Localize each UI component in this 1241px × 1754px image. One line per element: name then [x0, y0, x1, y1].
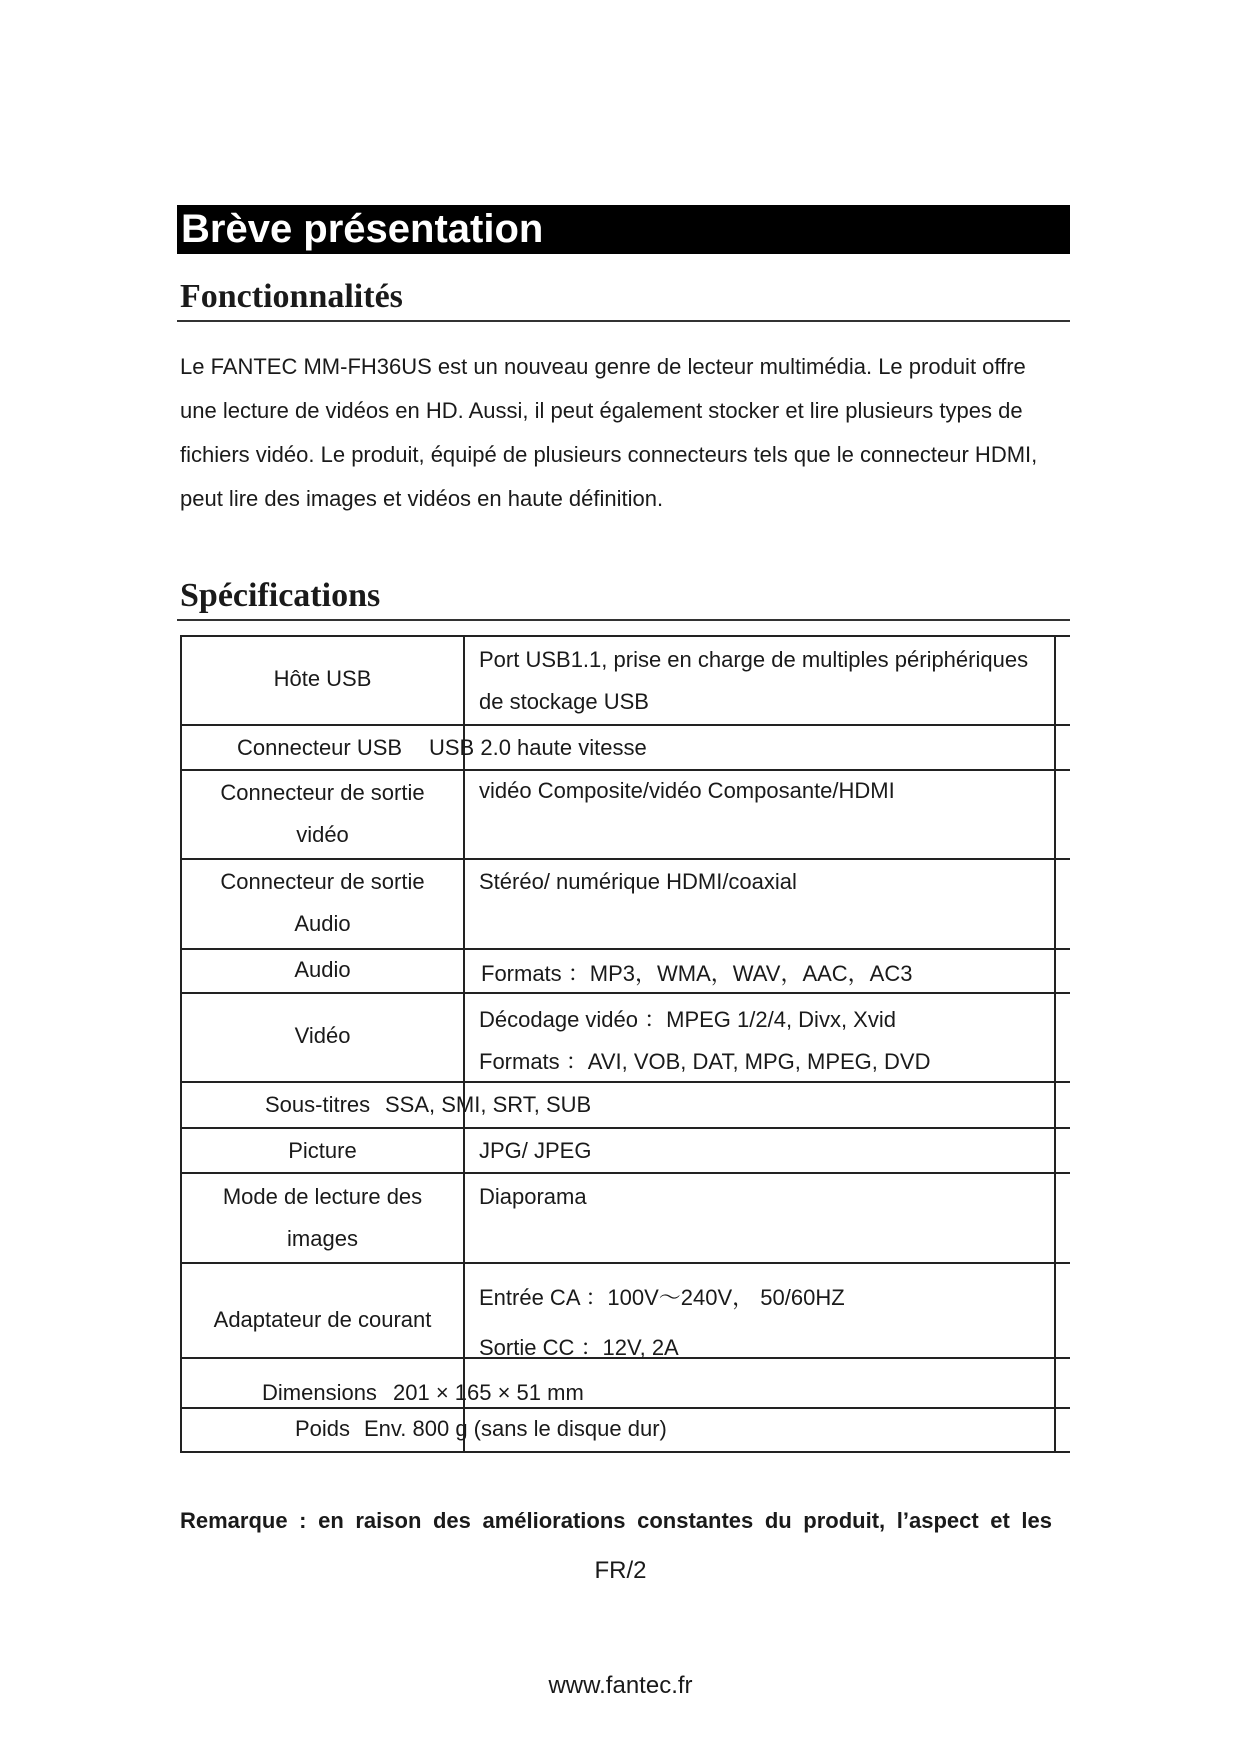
features-paragraph [180, 345, 1085, 521]
spec-value: Sortie CC ：12V, 2A [479, 1335, 679, 1360]
table-border [182, 1127, 1070, 1129]
spec-label: Dimensions [262, 1380, 377, 1405]
spec-value: Entrée CA ：100V～240V， 50/60HZ [479, 1285, 845, 1310]
spec-label: Connecteur de sortie [220, 780, 425, 805]
table-border [182, 1172, 1070, 1174]
paragraph-line: Le FANTEC MM-FH36US est un nouveau genre de lecteur multimédia. Le produit offre [180, 354, 1026, 379]
spec-value: Stéréo/ numérique HDMI/coaxial [479, 869, 797, 894]
spec-value: Env. 800 g (sans le disque dur) [364, 1416, 667, 1441]
spec-label: vidéo [296, 822, 349, 847]
spec-value: JPG/ JPEG [479, 1138, 592, 1163]
paragraph-line: peut lire des images et vidéos en haute définition. [180, 486, 664, 511]
spec-label: Adaptateur de courant [213, 1307, 432, 1332]
features-heading: Fonctionnalités [180, 278, 403, 315]
paragraph-line: une lecture de vidéos en HD. Aussi, il peut également stocker et lire plusieurs types de [180, 398, 1023, 423]
spec-label: Audio [294, 911, 351, 936]
table-border [182, 1262, 1070, 1264]
spec-label: Audio [294, 957, 351, 982]
specs-divider [177, 619, 1070, 621]
spec-label: Vidéo [294, 1023, 351, 1048]
table-border [182, 724, 1070, 726]
spec-value: Port USB1.1, prise en charge de multiples périphériques [479, 647, 1029, 672]
paragraph-line: fichiers vidéo. Le produit, équipé de plusieurs connecteurs tels que le connecteur HDMI, [180, 442, 1038, 467]
features-divider [177, 320, 1070, 322]
table-border [182, 635, 1070, 637]
spec-value: Décodage vidéo ：MPEG 1/2/4, Divx, Xvid [479, 1007, 896, 1032]
spec-label: Poids [295, 1416, 351, 1441]
spec-label: Sous-titres [265, 1092, 371, 1117]
table-border [182, 948, 1070, 950]
table-border [182, 1451, 1070, 1453]
spec-value: USB 2.0 haute vitesse [429, 735, 647, 760]
remark-text: Remarque : en raison des améliorations constantes du produit, l’aspect et les [180, 1508, 1052, 1533]
spec-label: Hôte USB [273, 666, 372, 691]
spec-value: Diaporama [479, 1184, 587, 1209]
table-border [182, 1407, 1070, 1409]
table-border [182, 858, 1070, 860]
spec-label: Picture [288, 1138, 357, 1163]
table-border [182, 769, 1070, 771]
spec-value: 201 × 165 × 51 mm [393, 1380, 584, 1405]
spec-label: Connecteur USB [237, 735, 403, 760]
footer-url: www.fantec.fr [548, 1672, 693, 1699]
section-banner: Brève présentation [177, 205, 1070, 254]
page-number: FR/2 [594, 1557, 647, 1584]
table-border [182, 1081, 1070, 1083]
spec-label: Mode de lecture des [222, 1184, 423, 1209]
specs-heading: Spécifications [180, 577, 381, 614]
spec-value: Formats ：AVI, VOB, DAT, MPG, MPEG, DVD [479, 1049, 931, 1074]
spec-label: Connecteur de sortie [220, 869, 425, 894]
table-border [1054, 635, 1056, 1453]
spec-label: images [287, 1226, 358, 1251]
table-border [182, 992, 1070, 994]
spec-value: vidéo Composite/vidéo Composante/HDMI [479, 778, 895, 803]
spec-value: Formats ：MP3，WMA，WAV，AAC，AC3 [481, 961, 913, 986]
spec-value: de stockage USB [479, 689, 649, 714]
spec-value: SSA, SMI, SRT, SUB [385, 1092, 592, 1117]
